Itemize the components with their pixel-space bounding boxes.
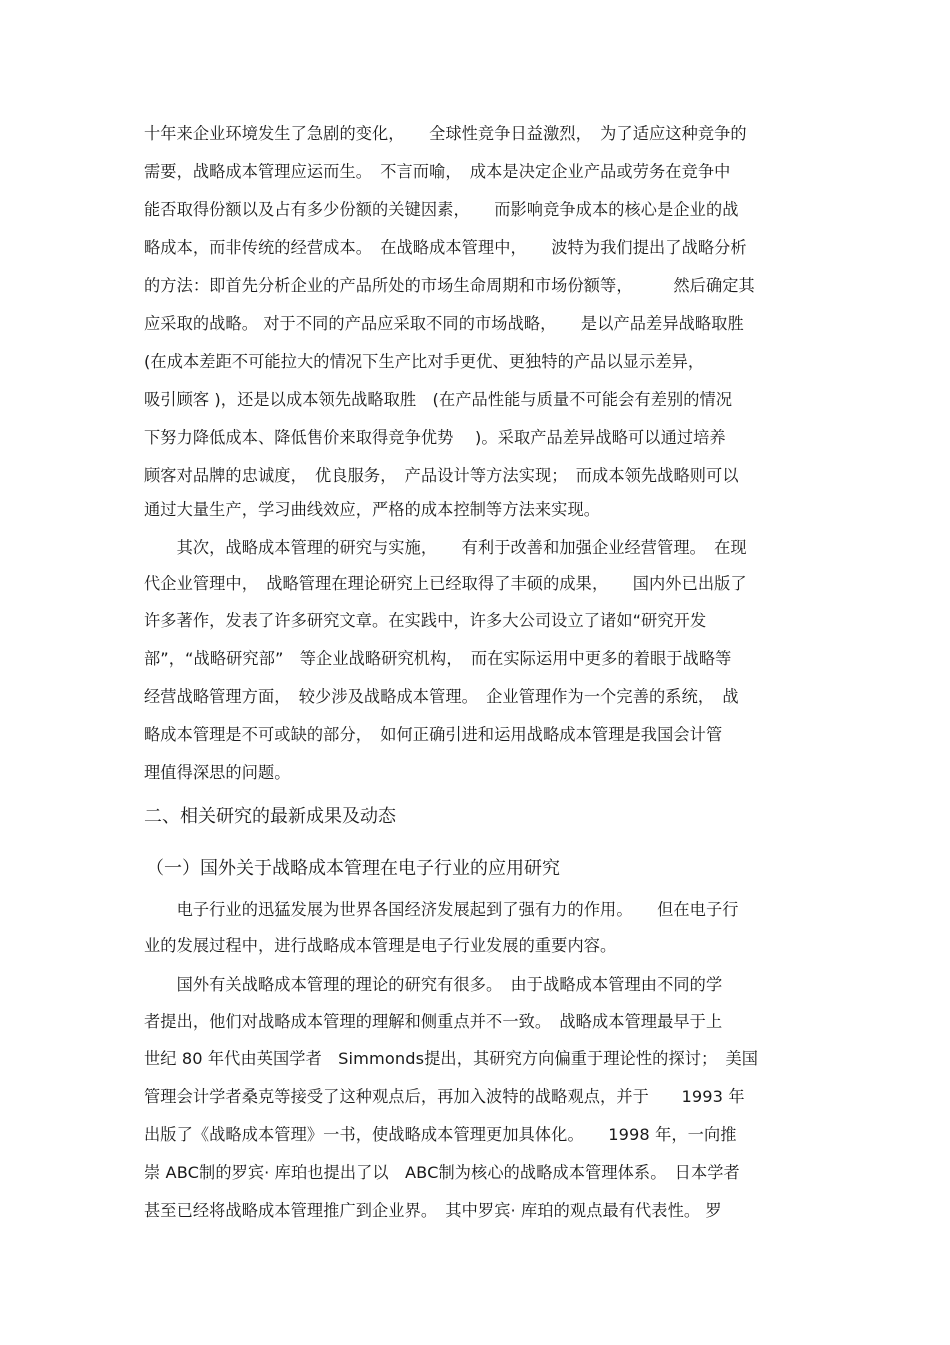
text-line: 世纪 80 年代由英国学者 Simmonds提出，其研究方向偏重于理论性的探讨； 美国 xyxy=(144,1049,759,1068)
section-heading: 二、相关研究的最新成果及动态 xyxy=(144,806,396,827)
text-line: 略成本管理是不可或缺的部分， 如何正确引进和运用战略成本管理是我国会计管 xyxy=(144,725,723,744)
text-line: 略成本，而非传统的经营成本。 在战略成本管理中， 波特为我们提出了战略分析 xyxy=(144,238,747,257)
text-line: 电子行业的迅猛发展为世界各国经济发展起到了强有力的作用。 但在电子行 xyxy=(144,900,739,919)
text-line: 十年来企业环境发生了急剧的变化， 全球性竞争日益激烈， 为了适应这种竞争的 xyxy=(144,124,747,143)
text-line: 其次，战略成本管理的研究与实施， 有利于改善和加强企业经营管理。 在现 xyxy=(144,538,747,557)
text-line: 理值得深思的问题。 xyxy=(144,763,291,782)
text-line: 出版了《战略成本管理》一书，使战略成本管理更加具体化。 1998 年，一向推 xyxy=(144,1125,737,1144)
text-line: 国外有关战略成本管理的理论的研究有很多。 由于战略成本管理由不同的学 xyxy=(144,975,723,994)
text-line: 需要，战略成本管理应运而生。 不言而喻， 成本是决定企业产品或劳务在竞争中 xyxy=(144,162,731,181)
text-line: 代企业管理中， 战略管理在理论研究上已经取得了丰硕的成果， 国内外已出版了 xyxy=(144,574,747,593)
text-line: 许多著作，发表了许多研究文章。在实践中，许多大公司设立了诸如“研究开发 xyxy=(144,611,707,630)
text-line: 甚至已经将战略成本管理推广到企业界。 其中罗宾· 库珀的观点最有代表性。 罗 xyxy=(144,1201,722,1220)
text-line: 的方法：即首先分析企业的产品所处的市场生命周期和市场份额等， 然后确定其 xyxy=(144,276,755,295)
text-line: 能否取得份额以及占有多少份额的关键因素， 而影响竞争成本的核心是企业的战 xyxy=(144,200,739,219)
text-line: 部”，“战略研究部” 等企业战略研究机构， 而在实际运用中更多的着眼于战略等 xyxy=(144,649,732,668)
text-line: (在成本差距不可能拉大的情况下生产比对手更优、更独特的产品以显示差异， xyxy=(144,352,705,371)
text-line: 崇 ABC制的罗宾· 库珀也提出了以 ABC制为核心的战略成本管理体系。 日本学者 xyxy=(144,1163,740,1182)
subsection-heading: （一）国外关于战略成本管理在电子行业的应用研究 xyxy=(146,858,560,879)
text-line: 管理会计学者桑克等接受了这种观点后，再加入波特的战略观点，并于 1993 年 xyxy=(144,1087,745,1106)
text-line: 经营战略管理方面， 较少涉及战略成本管理。 企业管理作为一个完善的系统， 战 xyxy=(144,687,739,706)
text-line: 下努力降低成本、降低售价来取得竞争优势 )。采取产品差异战略可以通过培养 xyxy=(144,428,726,447)
text-line: 顾客对品牌的忠诚度， 优良服务， 产品设计等方法实现； 而成本领先战略则可以 xyxy=(144,466,739,485)
text-line: 业的发展过程中，进行战略成本管理是电子行业发展的重要内容。 xyxy=(144,936,617,955)
text-line: 通过大量生产，学习曲线效应，严格的成本控制等方法来实现。 xyxy=(144,500,601,519)
text-line: 应采取的战略。 对于不同的产品应采取不同的市场战略， 是以产品差异战略取胜 xyxy=(144,314,744,333)
text-line: 者提出，他们对战略成本管理的理解和侧重点并不一致。 战略成本管理最早于上 xyxy=(144,1012,723,1031)
text-line: 吸引顾客 )，还是以成本领先战略取胜 (在产品性能与质量不可能会有差别的情况 xyxy=(144,390,733,409)
